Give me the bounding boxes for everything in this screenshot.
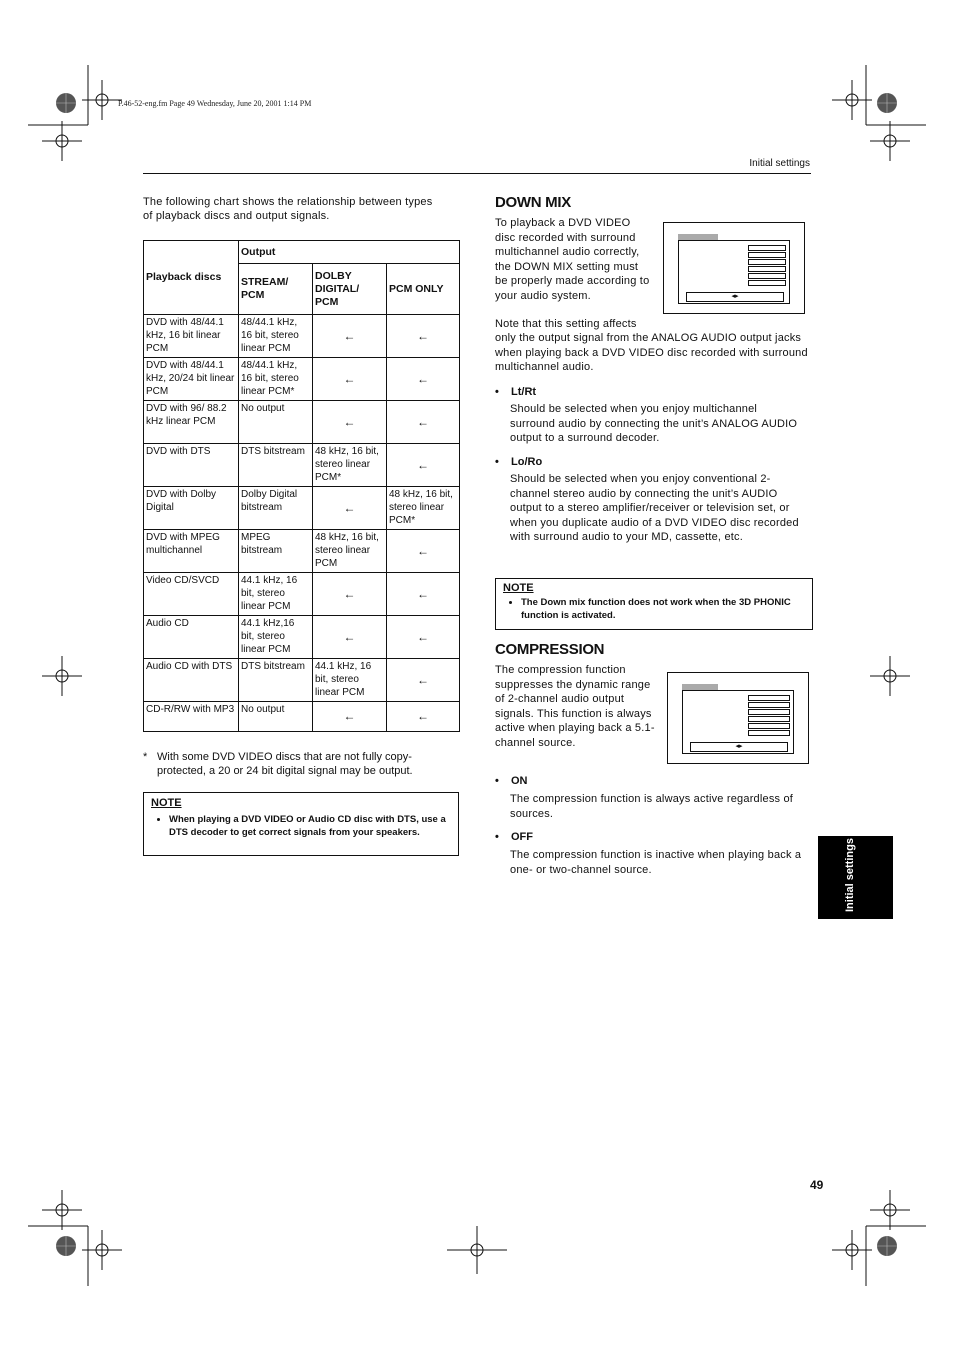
cell-dolby: ←	[313, 702, 387, 732]
cell-stream: 48/44.1 kHz, 16 bit, stereo linear PCM	[239, 315, 313, 358]
bullet-lo-ro: • Lo/Ro	[495, 456, 543, 468]
cell-dolby: 48 kHz, 16 bit, stereo linear PCM*	[313, 444, 387, 487]
note-box-downmix	[495, 578, 813, 630]
intro-text: The following chart shows the relationship between types of playback discs and output signals.	[143, 196, 433, 222]
bullet-off-text: The compression function is inactive when playing back a one- or two-channel source.	[510, 849, 802, 876]
cell-stream: No output	[239, 702, 313, 732]
cell-pcm: ←	[387, 573, 460, 616]
cell-pcm: ←	[387, 659, 460, 702]
table-row	[144, 315, 460, 358]
header-rule	[143, 173, 811, 174]
footnote-text: With some DVD VIDEO discs that are not fully copy-protected, a 20 or 24 bit digital signal may be output.	[157, 751, 413, 777]
cell-pcm: ←	[387, 530, 460, 573]
bullet-lo-ro-text: Should be selected when you enjoy conventional 2-channel stereo audio by connecting the unit’s AUDIO output to a stereo amplifier/receiver or television set, or when you duplicate audio of a DVD VIDEO disc recorded with surround audio to your MD, cassette, etc.	[510, 473, 799, 543]
footnote	[143, 750, 453, 778]
table-row	[144, 702, 460, 732]
cell-disc: DVD with MPEG multichannel	[144, 530, 239, 573]
compression-screen	[667, 672, 809, 764]
screen-option	[748, 273, 786, 279]
bullet-on: • ON	[495, 775, 528, 787]
screen-option	[748, 280, 786, 286]
cell-dolby: ←	[313, 358, 387, 401]
cell-dolby: 48 kHz, 16 bit, stereo linear PCM	[313, 530, 387, 573]
file-info: P.46-52-eng.fm Page 49 Wednesday, June 20, 2001 1:14 PM	[118, 99, 312, 108]
screen-option	[748, 266, 786, 272]
cell-pcm: ←	[387, 444, 460, 487]
down-mix-screen	[663, 222, 805, 314]
cell-disc: DVD with 48/44.1 kHz, 20/24 bit linear PCM	[144, 358, 239, 401]
table-header-dolby: DOLBY DIGITAL/ PCM	[313, 264, 387, 315]
down-mix-intro: To playback a DVD VIDEO disc recorded with surround multichannel audio correctly, the DOWN MIX setting must be properly made according to your audio system.	[495, 217, 650, 302]
cell-stream: DTS bitstream	[239, 444, 313, 487]
cell-stream: 44.1 kHz, 16 bit, stereo linear PCM	[239, 573, 313, 616]
note-title: NOTE	[503, 582, 534, 594]
cell-dolby: ←	[313, 616, 387, 659]
cell-pcm: ←	[387, 315, 460, 358]
cell-pcm: 48 kHz, 16 bit, stereo linear PCM*	[387, 487, 460, 530]
screen-option	[748, 702, 790, 708]
cell-disc: DVD with DTS	[144, 444, 239, 487]
bullet-on-text: The compression function is always active regardless of sources.	[510, 793, 794, 820]
bullet-lt-rt: • Lt/Rt	[495, 386, 537, 398]
screen-option	[748, 730, 790, 736]
section-header: Initial settings	[749, 158, 810, 169]
table-row	[144, 573, 460, 616]
cell-dolby: 44.1 kHz, 16 bit, stereo linear PCM	[313, 659, 387, 702]
cell-disc: DVD with Dolby Digital	[144, 487, 239, 530]
cell-stream: 48/44.1 kHz, 16 bit, stereo linear PCM*	[239, 358, 313, 401]
screen-option	[748, 695, 790, 701]
screen-arrow-bar: ◂▸	[690, 742, 788, 752]
note-title: NOTE	[151, 797, 182, 809]
table-row	[144, 401, 460, 444]
down-mix-intro-full: only the output signal from the ANALOG AUDIO output jacks when playing back a DVD VIDEO disc recorded with surround multichannel audio.	[495, 332, 808, 373]
bullet-lt-rt-text: Should be selected when you enjoy multichannel surround audio by connecting the unit’s ANALOG AUDIO output to a surround decoder.	[510, 403, 798, 444]
screen-option	[748, 709, 790, 715]
down-mix-heading: DOWN MIX	[495, 194, 571, 211]
table-header-stream: STREAM/ PCM	[239, 264, 313, 315]
table-row	[144, 530, 460, 573]
table-row	[144, 659, 460, 702]
side-tab-label: Initial settings	[844, 838, 856, 912]
bullet-off: • OFF	[495, 831, 533, 843]
cell-disc: CD-R/RW with MP3	[144, 702, 239, 732]
cell-pcm: ←	[387, 401, 460, 444]
table-row	[144, 487, 460, 530]
screen-option	[748, 252, 786, 258]
cell-pcm: ←	[387, 616, 460, 659]
footnote-mark: *	[143, 751, 148, 763]
cell-disc: DVD with 96/ 88.2 kHz linear PCM	[144, 401, 239, 444]
cell-stream: Dolby Digital bitstream	[239, 487, 313, 530]
screen-option	[748, 716, 790, 722]
page-number: 49	[810, 1178, 824, 1192]
table-row	[144, 444, 460, 487]
cell-stream: No output	[239, 401, 313, 444]
cell-pcm: ←	[387, 358, 460, 401]
note-box-dts	[143, 792, 459, 856]
down-mix-intro-note: Note that this setting affects	[495, 318, 637, 330]
compression-intro: The compression function suppresses the dynamic range of 2-channel audio output signals. This function is always active when playing back a 5.1-channel source.	[495, 664, 655, 749]
cell-pcm: ←	[387, 702, 460, 732]
table-row	[144, 616, 460, 659]
cell-disc: DVD with 48/44.1 kHz, 16 bit linear PCM	[144, 315, 239, 358]
screen-arrow-bar: ◂▸	[686, 292, 784, 302]
table-header-playback: Playback discs	[144, 241, 239, 315]
cell-stream: DTS bitstream	[239, 659, 313, 702]
table-header-pcm: PCM ONLY	[387, 264, 460, 315]
cell-disc: Audio CD	[144, 616, 239, 659]
table-row	[144, 358, 460, 401]
screen-option	[748, 259, 786, 265]
side-tab	[818, 836, 893, 919]
output-table	[143, 240, 460, 732]
bullet-label: OFF	[511, 831, 533, 843]
cell-stream: MPEG bitstream	[239, 530, 313, 573]
note-item: • When playing a DVD VIDEO or Audio CD disc with DTS, use a DTS decoder to get correct signals from your speakers.	[169, 813, 451, 839]
bullet-label: Lo/Ro	[511, 456, 543, 468]
bullet-label: Lt/Rt	[511, 386, 537, 398]
cell-disc: Video CD/SVCD	[144, 573, 239, 616]
cell-dolby: ←	[313, 487, 387, 530]
bullet-label: ON	[511, 775, 528, 787]
cell-dolby: ←	[313, 315, 387, 358]
screen-option	[748, 723, 790, 729]
cell-dolby: ←	[313, 573, 387, 616]
note-item: • The Down mix function does not work when the 3D PHONIC function is activated.	[521, 596, 805, 622]
table-header-output: Output	[239, 241, 460, 264]
cell-disc: Audio CD with DTS	[144, 659, 239, 702]
compression-heading: COMPRESSION	[495, 641, 605, 658]
cell-stream: 44.1 kHz,16 bit, stereo linear PCM	[239, 616, 313, 659]
cell-dolby: ←	[313, 401, 387, 444]
screen-option	[748, 245, 786, 251]
